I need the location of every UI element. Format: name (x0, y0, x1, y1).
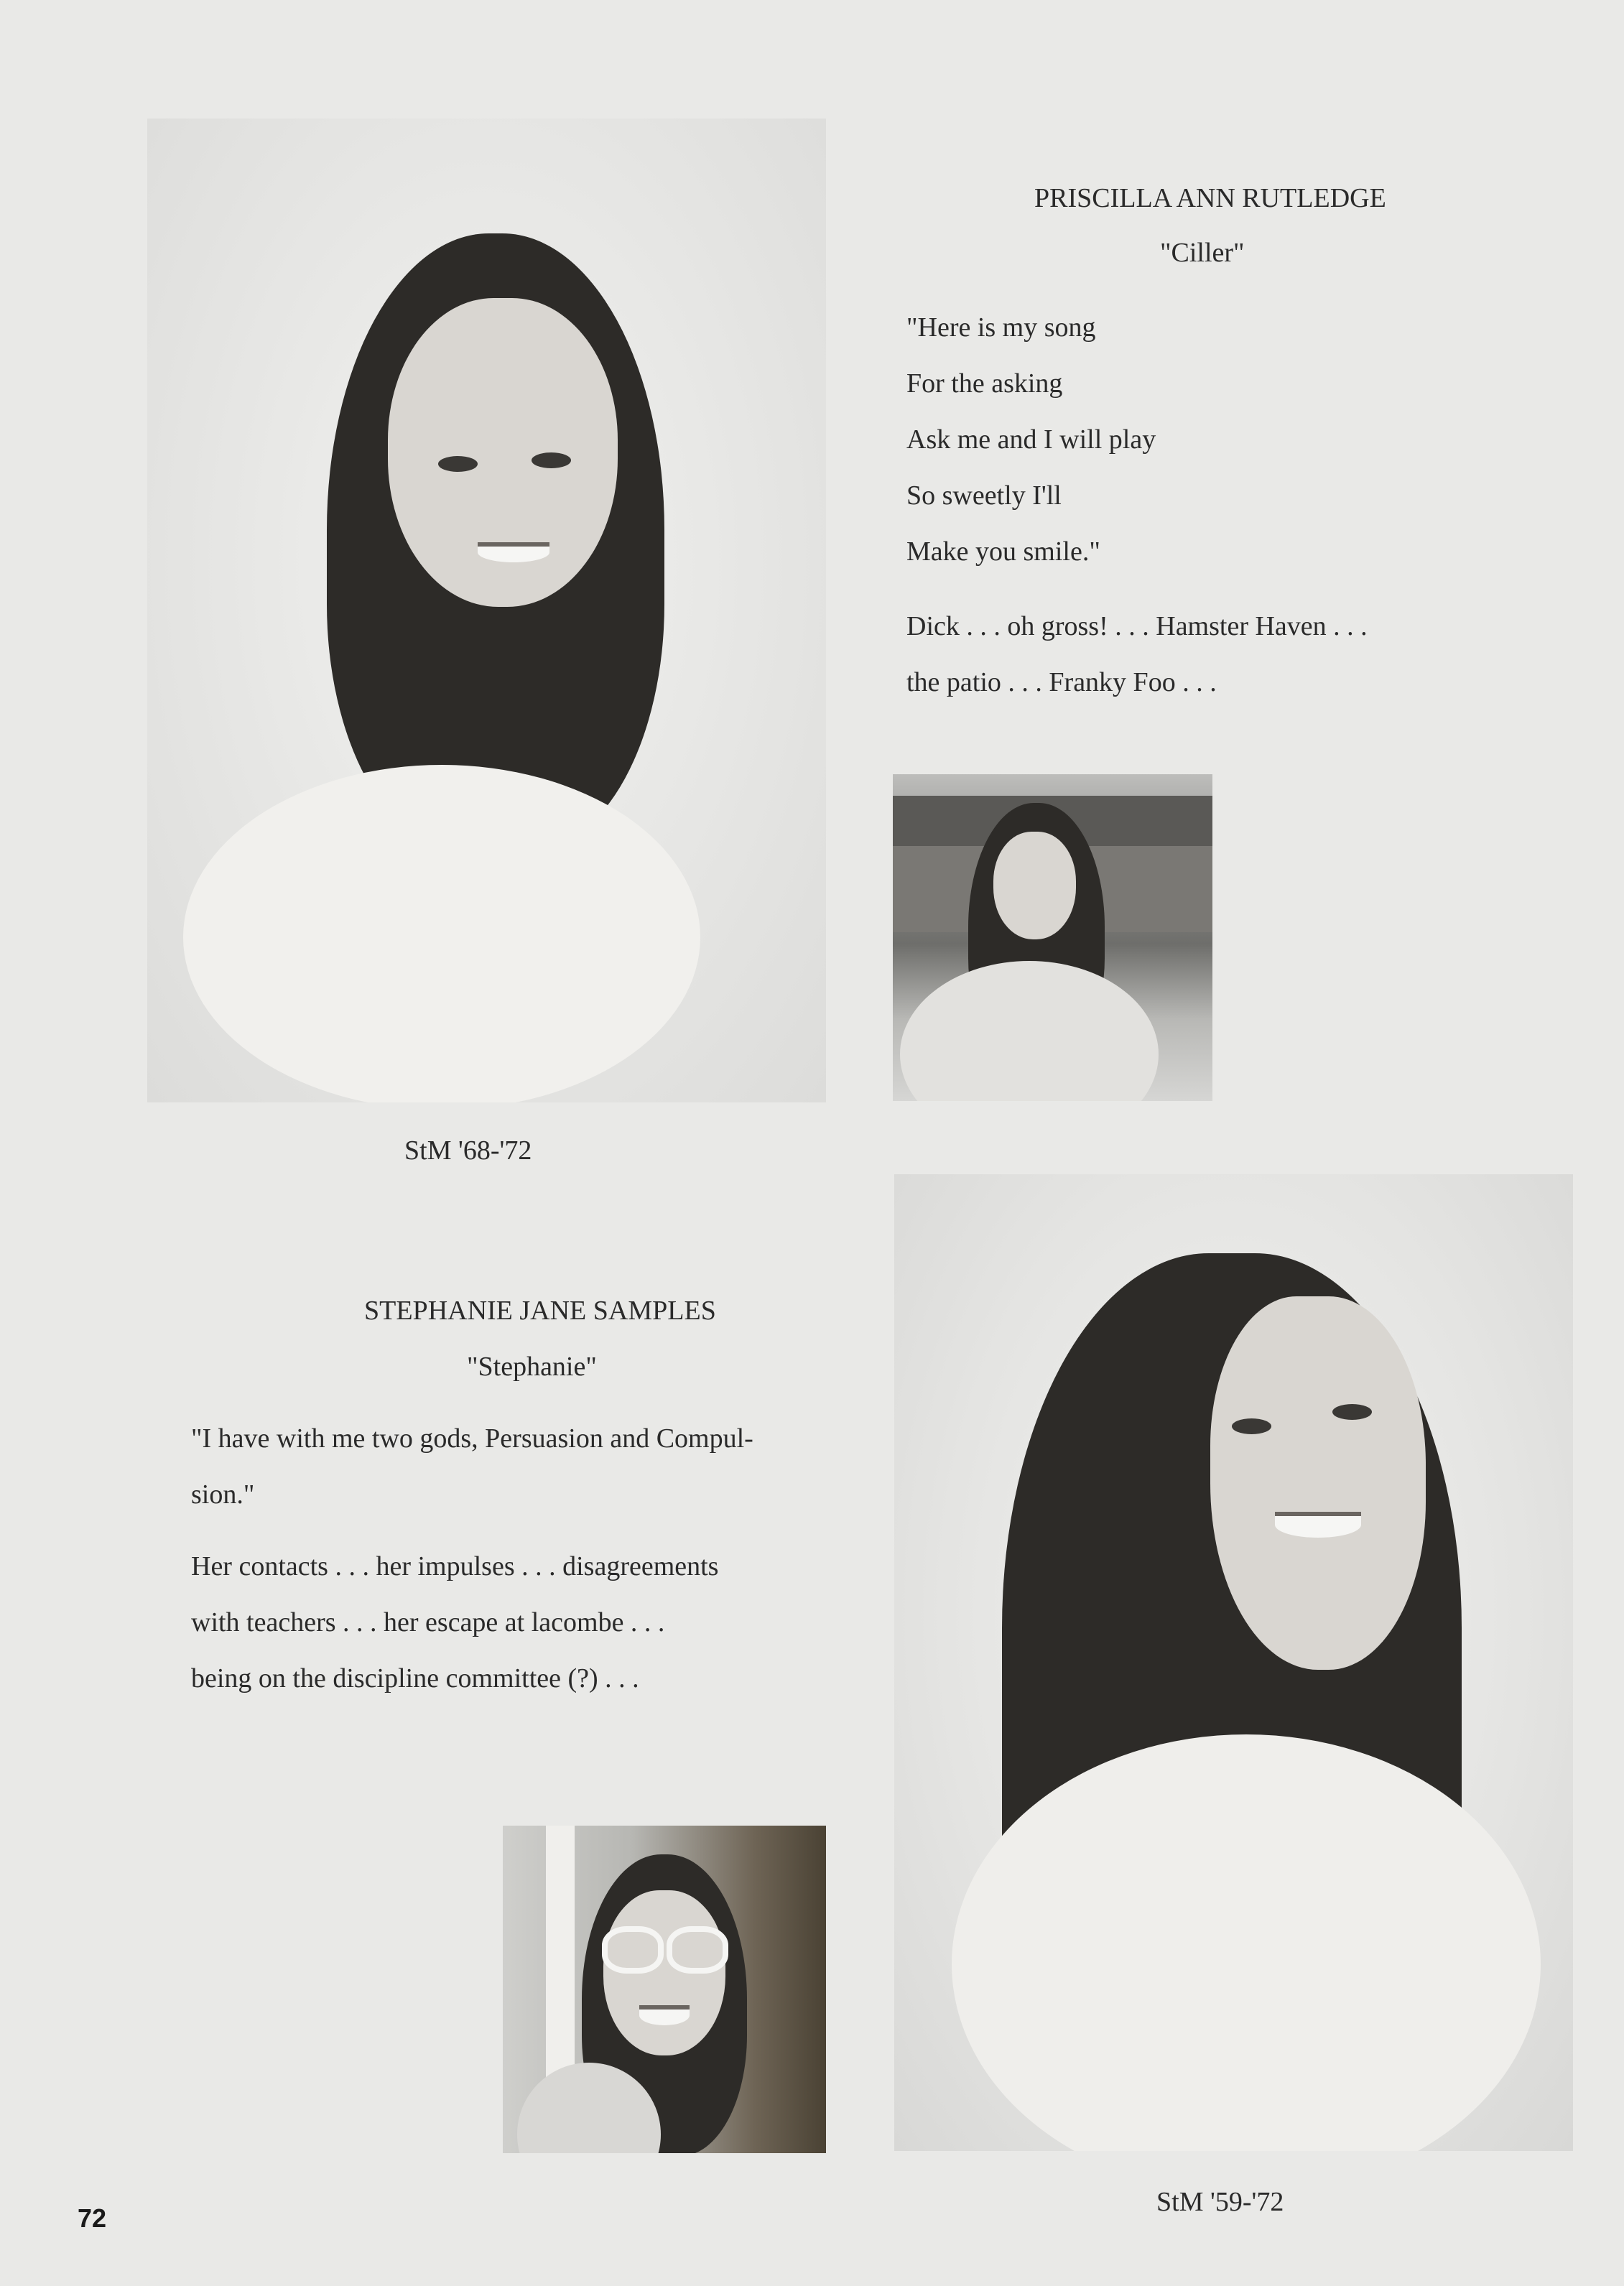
notes-line: Her contacts . . . her impulses . . . disagreements (191, 1551, 719, 1581)
portrait-photo-rutledge (147, 119, 826, 1102)
notes-line: being on the discipline committee (?) . . . (191, 1663, 639, 1693)
quote-line: For the asking (906, 368, 1063, 399)
quote-line: Make you smile." (906, 536, 1100, 567)
quote-line: "I have with me two gods, Persuasion and Compul- (191, 1423, 753, 1454)
portrait-photo-samples (894, 1174, 1573, 2151)
snapshot-photo-rutledge (893, 774, 1212, 1101)
notes-line: with teachers . . . her escape at lacombe . . . (191, 1607, 665, 1637)
student-nickname-samples: "Stephanie" (467, 1352, 597, 1382)
quote-line: Ask me and I will play (906, 424, 1156, 455)
notes-line: the patio . . . Franky Foo . . . (906, 667, 1217, 697)
student-name-rutledge: PRISCILLA ANN RUTLEDGE (1034, 183, 1386, 213)
page-number: 72 (78, 2203, 107, 2233)
quote-line: So sweetly I'll (906, 480, 1062, 511)
notes-line: Dick . . . oh gross! . . . Hamster Haven . . . (906, 611, 1368, 641)
years-rutledge: StM '68-'72 (404, 1135, 532, 1166)
quote-line: sion." (191, 1479, 255, 1510)
student-name-samples: STEPHANIE JANE SAMPLES (364, 1296, 716, 1326)
quote-line: "Here is my song (906, 312, 1096, 343)
student-nickname-rutledge: "Ciller" (1160, 238, 1245, 268)
years-samples: StM '59-'72 (1156, 2187, 1284, 2217)
snapshot-photo-samples (503, 1826, 826, 2153)
